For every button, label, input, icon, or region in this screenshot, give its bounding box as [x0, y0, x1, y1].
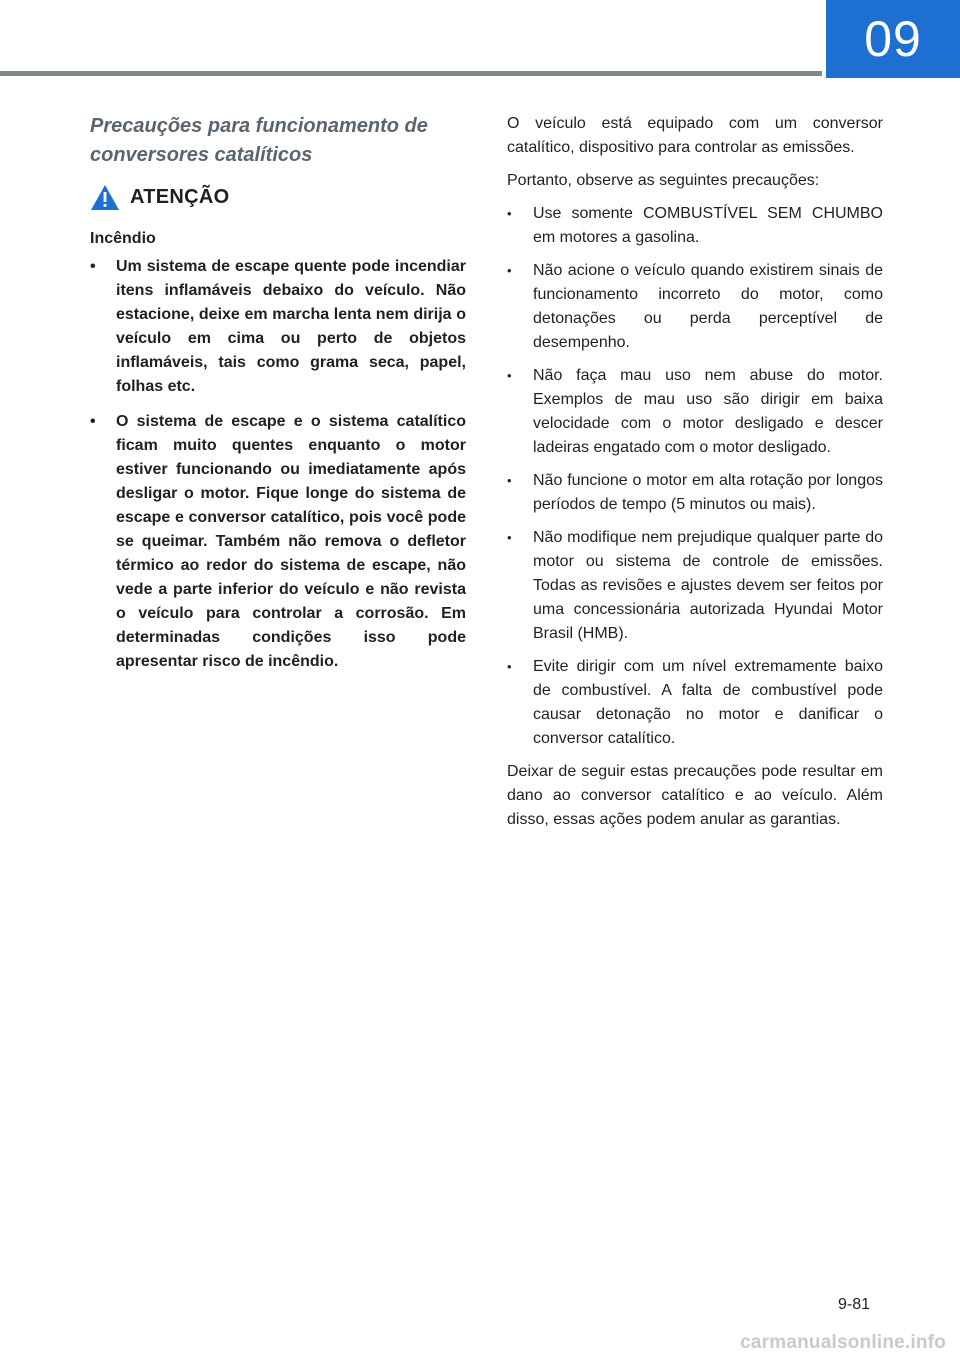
list-item: • O sistema de escape e o sistema catalítico ficam muito quentes enquanto o motor estiver funcionando ou imediatamente após desligar o motor. Fique longe do sistema de escape e conversor catalítico, pois você pode se queimar. Também não remova o defletor térmico ao redor do sistema de escape, não vede a parte inferior do veículo e não revista o veículo para controlar a corrosão. Em determinadas condições isso pode apresentar risco de incêndio.: [90, 410, 466, 674]
warning-label: ATENÇÃO: [130, 186, 230, 208]
closing-paragraph: Deixar de seguir estas precauções pode resultar em dano ao conversor catalítico e ao veículo. Além disso, essas ações podem anular as garantias.: [507, 763, 883, 828]
list-item: • Não faça mau uso nem abuse do motor. Exemplos de mau uso são dirigir em baixa velocidade com o motor desligado e descer ladeiras engatado com o motor desligado.: [507, 364, 883, 460]
list-item: • Não acione o veículo quando existirem sinais de funcionamento incorreto do motor, como detonações ou perda perceptível de desempenho.: [507, 259, 883, 355]
warning-subhead: Incêndio: [90, 230, 156, 247]
section-title: Precauções para funcionamento de conversores catalíticos: [90, 115, 428, 166]
list-item: • Um sistema de escape quente pode incendiar itens inflamáveis debaixo do veículo. Não estacione, deixe em marcha lenta nem dirija o veículo em cima ou perto de objetos inflamáveis, tais como grama seca, papel, folhas etc.: [90, 255, 466, 399]
list-item: • Evite dirigir com um nível extremamente baixo de combustível. A falta de combustível pode causar detonação no motor e danificar o conversor catalítico.: [507, 655, 883, 751]
header-rule: [0, 71, 822, 76]
intro-paragraph: O veículo está equipado com um conversor catalítico, dispositivo para controlar as emissões.: [507, 115, 883, 156]
warning-header: [90, 184, 466, 211]
list-item: • Não modifique nem prejudique qualquer parte do motor ou sistema de controle de emissões. Todas as revisões e ajustes devem ser feitos por uma concessionária autorizada Hyundai Motor Brasil (HMB).: [507, 526, 883, 646]
right-column: [507, 112, 883, 841]
left-column: [90, 112, 466, 685]
list-item: • Use somente COMBUSTÍVEL SEM CHUMBO em motores a gasolina.: [507, 202, 883, 250]
warning-triangle-icon: [90, 184, 120, 211]
page-number: 9-81: [838, 1296, 871, 1313]
lead-paragraph: Portanto, observe as seguintes precauções:: [507, 172, 820, 189]
list-item: • Não funcione o motor em alta rotação por longos períodos de tempo (5 minutos ou mais).: [507, 469, 883, 517]
watermark: carmanualsonline.info: [740, 1332, 946, 1353]
warning-bullet-list: [90, 255, 466, 674]
chapter-tab: 09: [826, 0, 960, 78]
precaution-list: [507, 202, 883, 751]
